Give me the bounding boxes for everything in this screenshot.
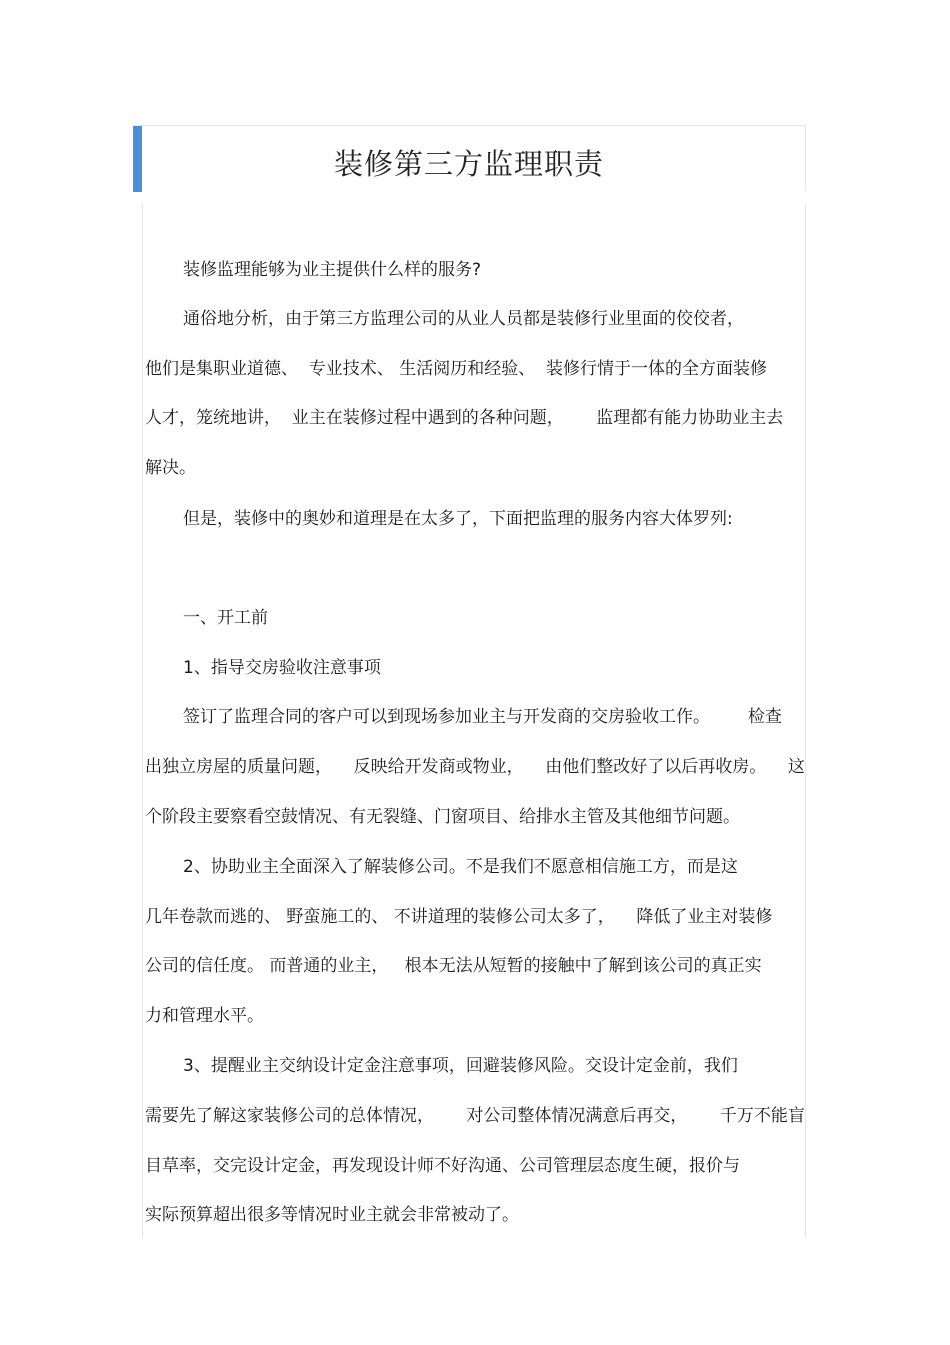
paragraph-line: 人才，笼统地讲， 业主在装修过程中遇到的各种问题， 监理都有能力协助业主去 — [145, 408, 784, 428]
paragraph-line: 公司的信任度。 而普通的业主， 根本无法从短暂的接触中了解到该公司的真正实 — [145, 956, 762, 976]
paragraph-line: 他们是集职业道德、 专业技术、 生活阅历和经验、 装修行情于一体的全方面装修 — [145, 359, 768, 379]
paragraph-line: 3、提醒业主交纳设计定金注意事项，回避装修风险。交设计定金前，我们 — [183, 1056, 738, 1076]
paragraph-line: 2、协助业主全面深入了解装修公司。不是我们不愿意相信施工方，而是这 — [183, 857, 738, 877]
paragraph-line: 力和管理水平。 — [145, 1006, 264, 1026]
paragraph-line: 几年卷款而逃的、 野蛮施工的、 不讲道理的装修公司太多了， 降低了业主对装修 — [145, 907, 773, 927]
document-title: 装修第三方监理职责 — [333, 147, 604, 181]
paragraph-line: 需要先了解这家装修公司的总体情况， 对公司整体情况满意后再交， 千万不能盲 — [145, 1106, 805, 1126]
paragraph-line: 个阶段主要察看空鼓情况、有无裂缝、门窗项目、给排水主管及其他细节问题。 — [145, 807, 740, 827]
paragraph-line: 但是，装修中的奥妙和道理是在太多了，下面把监理的服务内容大体罗列: — [183, 509, 733, 529]
title-box — [133, 125, 806, 191]
paragraph-line: 装修监理能够为业主提供什么样的服务? — [183, 260, 482, 280]
item-heading: 1、指导交房验收注意事项 — [183, 658, 381, 678]
section-heading: 一、开工前 — [183, 608, 268, 628]
paragraph-line: 签订了监理合同的客户可以到现场参加业主与开发商的交房验收工作。 检查 — [183, 707, 782, 727]
paragraph-line: 目草率，交完设计定金，再发现设计师不好沟通、公司管理层态度生硬，报价与 — [145, 1156, 740, 1176]
paragraph-line: 出独立房屋的质量问题， 反映给开发商或物业， 由他们整改好了以后再收房。 这 — [145, 757, 805, 777]
document-body — [142, 204, 806, 1238]
paragraph-line: 通俗地分析，由于第三方监理公司的从业人员都是装修行业里面的佼佼者， — [183, 309, 744, 329]
paragraph-line: 实际预算超出很多等情况时业主就会非常被动了。 — [145, 1205, 519, 1225]
paragraph-line: 解决。 — [145, 458, 196, 478]
